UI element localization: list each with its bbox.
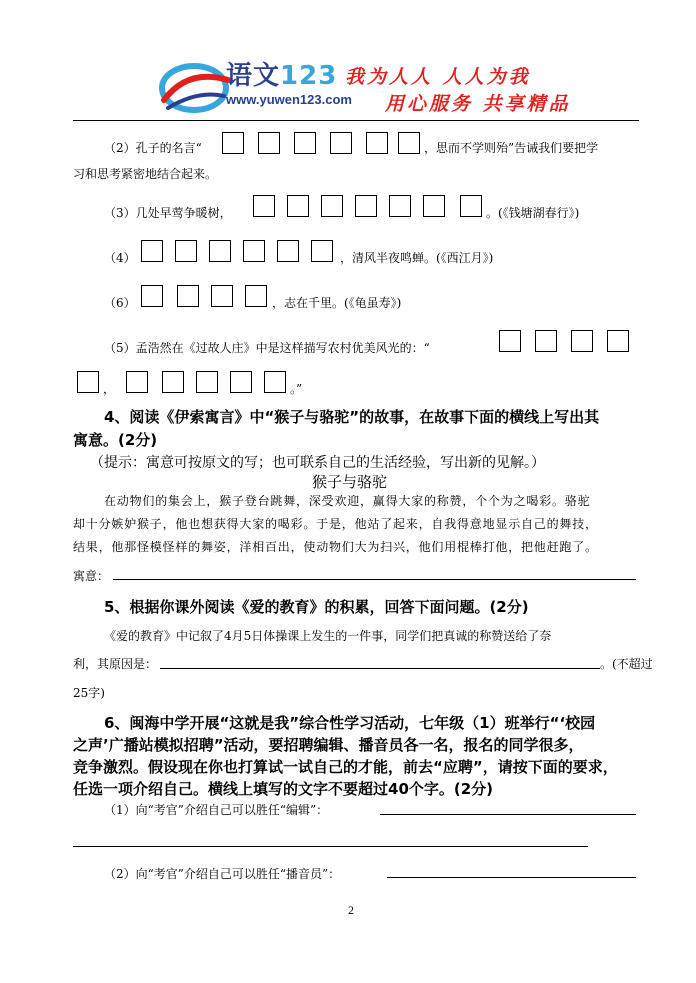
answer-box[interactable] <box>177 285 199 307</box>
logo-title-number: 123 <box>280 61 338 91</box>
answer-line-announcer[interactable] <box>387 877 636 878</box>
answer-box[interactable] <box>243 240 265 262</box>
answer-box[interactable] <box>423 195 445 217</box>
story-title: 猴子与骆驼 <box>312 473 388 491</box>
answer-box[interactable] <box>535 330 557 352</box>
question-6-title-line-2: 之声’广播站模拟招聘”活动，要招聘编辑、播音员各一名，报名的同学很多， <box>73 736 584 754</box>
answer-box[interactable] <box>141 240 163 262</box>
question-5-line-3: 25字) <box>73 686 105 700</box>
question-4-title-line-2: 寓意。(2分) <box>73 431 158 449</box>
question-6-sub-2: （2）向“考官”介绍自己可以胜任“播音员”： <box>104 867 341 881</box>
answer-box[interactable] <box>571 330 593 352</box>
header-divider <box>73 120 639 121</box>
item-2-prefix: （2）孔子的名言“ <box>104 141 202 155</box>
answer-box[interactable] <box>366 132 388 154</box>
answer-box[interactable] <box>77 371 99 393</box>
answer-box[interactable] <box>162 371 184 393</box>
item-6-suffix: ，志在千里。(《龟虽寿》) <box>272 296 402 310</box>
item-2-suffix: ，思而不学则殆”告诫我们要把学 <box>424 141 599 155</box>
answer-box[interactable] <box>294 132 316 154</box>
item-5-end: 。” <box>290 382 303 396</box>
question-4-hint: （提示：寓意可按原文的写；也可联系自己的生活经验，写出新的见解。） <box>90 455 545 471</box>
answer-box[interactable] <box>230 371 252 393</box>
question-5-line-2-prefix: 利，其原因是： <box>73 657 158 671</box>
answer-box[interactable] <box>321 195 343 217</box>
item-2-line2: 习和思考紧密地结合起来。 <box>73 167 218 181</box>
answer-box[interactable] <box>264 371 286 393</box>
answer-box[interactable] <box>607 330 629 352</box>
page-header <box>0 0 696 120</box>
answer-box[interactable] <box>398 132 420 154</box>
story-line: 结果，他那怪模怪样的舞姿，洋相百出，使动物们大为扫兴，他们用棍棒打他，把他赶跑了。 <box>73 540 598 554</box>
logo-swoosh-icon <box>158 50 234 120</box>
item-4-suffix: ，清风半夜鸣蝉。(《西江月》) <box>340 251 494 265</box>
answer-box[interactable] <box>499 330 521 352</box>
story-line: 却十分嫉妒猴子，他也想获得大家的喝彩。于是，他站了起来，自我得意地显示自己的舞技， <box>73 517 598 531</box>
logo-title <box>226 55 337 92</box>
answer-box[interactable] <box>141 285 163 307</box>
item-3-prefix: （3）几处早莺争暖树， <box>104 206 232 220</box>
answer-box[interactable] <box>253 195 275 217</box>
logo-url: www.yuwen123.com <box>226 92 352 107</box>
question-5-title: 5、根据你课外阅读《爱的教育》的积累，回答下面问题。(2分) <box>104 598 529 616</box>
answer-line-reason[interactable] <box>160 668 600 669</box>
question-6-title-line-1: 6、闽海中学开展“这就是我”综合性学习活动，七年级（1）班举行“‘校园 <box>104 714 596 732</box>
item-5-comma: ， <box>103 382 116 396</box>
answer-box[interactable] <box>126 371 148 393</box>
question-5-line-1: 《爱的教育》中记叙了4月5日体操课上发生的一件事，同学们把真诚的称赞送给了奈 <box>104 629 552 643</box>
page-number: 2 <box>348 903 354 917</box>
item-4-prefix: （4） <box>104 251 136 265</box>
answer-box[interactable] <box>460 195 482 217</box>
answer-line-editor[interactable] <box>380 814 636 815</box>
slogan-line-1: 我为人人 人人为我 <box>345 66 531 88</box>
answer-box[interactable] <box>258 132 280 154</box>
question-6-title-line-4: 任选一项介绍自己。横线上填写的文字不要超过40个字。(2分) <box>73 780 494 798</box>
answer-box[interactable] <box>175 240 197 262</box>
question-5-line-2-suffix: 。(不超过 <box>600 657 653 671</box>
answer-box[interactable] <box>209 240 231 262</box>
answer-box[interactable] <box>277 240 299 262</box>
answer-box[interactable] <box>311 240 333 262</box>
answer-box[interactable] <box>287 195 309 217</box>
item-5-prefix: （5）孟浩然在《过故人庄》中是这样描写农村优美风光的：“ <box>104 341 430 355</box>
answer-box[interactable] <box>211 285 233 307</box>
question-6-title-line-3: 竞争激烈。假设现在你也打算试一试自己的才能，前去“应聘”，请按下面的要求， <box>73 758 618 776</box>
story-line: 在动物们的集会上，猴子登台跳舞，深受欢迎，赢得大家的称赞，个个为之喝彩。骆驼 <box>104 494 591 508</box>
answer-box[interactable] <box>222 132 244 154</box>
answer-line-moral[interactable] <box>113 579 636 580</box>
logo-title-prefix: 语文 <box>226 61 281 91</box>
question-6-sub-1: （1）向“考官”介绍自己可以胜任“编辑”： <box>104 803 329 817</box>
answer-label-moral: 寓意： <box>73 569 110 583</box>
answer-box[interactable] <box>245 285 267 307</box>
answer-box[interactable] <box>196 371 218 393</box>
answer-box[interactable] <box>355 195 377 217</box>
item-3-suffix: 。(《钱塘湖春行》) <box>486 206 580 220</box>
answer-box[interactable] <box>389 195 411 217</box>
slogan-line-2: 用心服务 共享精品 <box>385 93 571 115</box>
question-4-title-line-1: 4、阅读《伊索寓言》中“猴子与骆驼”的故事，在故事下面的横线上写出其 <box>104 408 600 426</box>
answer-box[interactable] <box>330 132 352 154</box>
item-6-prefix: （6） <box>104 296 136 310</box>
answer-line-editor-continued[interactable] <box>73 846 588 847</box>
